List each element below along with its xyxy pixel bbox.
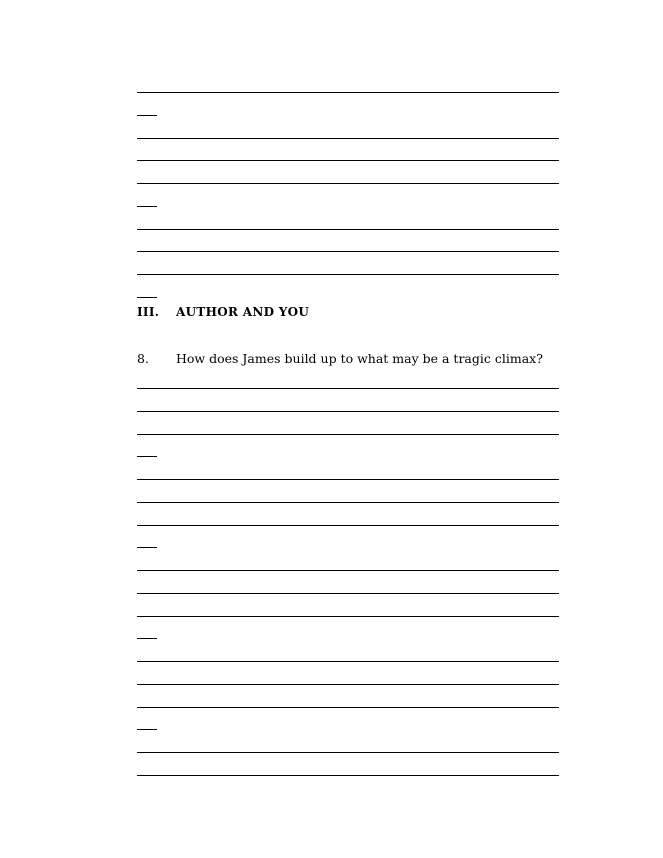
answer-line[interactable] [137, 274, 559, 275]
answer-line[interactable] [137, 502, 559, 503]
section-number: III. [137, 305, 160, 319]
answer-line-stub [137, 297, 157, 298]
section-title: AUTHOR AND YOU [176, 305, 310, 319]
answer-line[interactable] [137, 229, 559, 230]
answer-line[interactable] [137, 775, 559, 776]
answer-line-stub [137, 547, 157, 548]
answer-line-stub [137, 456, 157, 457]
answer-line[interactable] [137, 661, 559, 662]
answer-line[interactable] [137, 160, 559, 161]
answer-line-stub [137, 729, 157, 730]
answer-line-stub [137, 638, 157, 639]
answer-line[interactable] [137, 251, 559, 252]
answer-line[interactable] [137, 411, 559, 412]
question-number: 8. [137, 351, 149, 366]
answer-line[interactable] [137, 138, 559, 139]
answer-line-stub [137, 115, 157, 116]
answer-line[interactable] [137, 388, 559, 389]
answer-line[interactable] [137, 707, 559, 708]
question-text: How does James build up to what may be a tragic climax? [176, 351, 543, 366]
answer-line[interactable] [137, 525, 559, 526]
answer-line[interactable] [137, 479, 559, 480]
answer-line[interactable] [137, 752, 559, 753]
answer-line[interactable] [137, 616, 559, 617]
answer-line-stub [137, 206, 157, 207]
answer-line[interactable] [137, 434, 559, 435]
answer-line[interactable] [137, 570, 559, 571]
answer-line[interactable] [137, 593, 559, 594]
answer-line[interactable] [137, 183, 559, 184]
answer-line[interactable] [137, 684, 559, 685]
answer-line[interactable] [137, 92, 559, 93]
